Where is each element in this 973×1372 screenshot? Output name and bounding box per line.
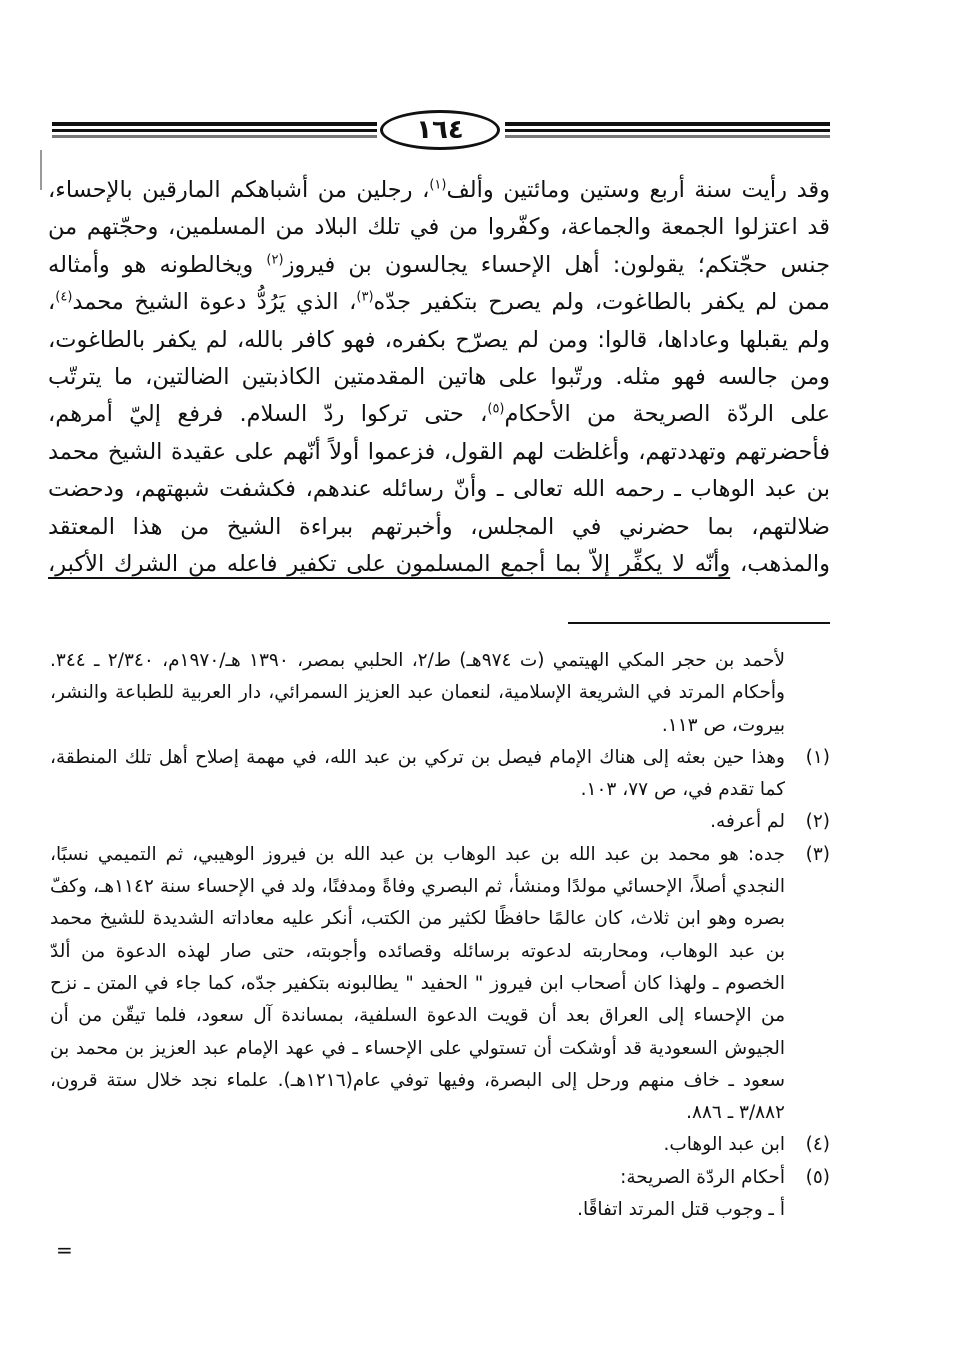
footnote-ref: (٣) — [356, 289, 374, 305]
header-rule-right — [505, 122, 830, 138]
footnote-text: وهذا حين بعثه إلى هناك الإمام فيصل بن تركي بن عبد الله، في مهمة إصلاح أهل تلك المنطقة، كما تقدم في، ص ٧٧، ١٠٣. — [50, 746, 785, 801]
main-paragraph — [48, 172, 830, 583]
text-segment: ، ولم يقبلها وعاداها، قالوا: ومن لم يصرّح بكفره، فهو كافر بالله، لم يكفر بالطاغوت، ومن جالسه فهو مثله. ورتّبوا على هاتين المقدمتين الكاذبتين الضالتين، ما يترتّب على الردّة الصريحة من الأحكام — [48, 289, 830, 428]
page-number: ١٦٤ — [380, 110, 500, 150]
underlined-text: وأنّه لا يكفِّر إلاّ بما أجمع المسلمون على تكفير فاعله من الشرك الأكبر، — [48, 551, 731, 578]
footnote-text: لأحمد بن حجر المكي الهيتمي (ت ٩٧٤هـ) ط/٢، الحلبي بمصر، ١٣٩٠ هـ/١٩٧٠م، ٢/٣٤٠ ـ ٣٤٤. وأحكام المرتد في الشريعة الإسلامية، لنعمان عبد العزيز السمرائي، دار العربية للطباعة والنشر، بيروت، ص ١١٣. — [50, 650, 786, 736]
footnote — [50, 839, 830, 1130]
footnote-ref: (٤) — [55, 289, 73, 305]
text-segment: ، رجلين من أشباهكم المارقين بالإحساء، قد اعتزلوا الجمعة والجماعة، وكفّروا من في تلك البلاد من المسلمين، وحجّتهم من جنس حجّتكم؛ يقولون: أهل الإحساء يجالسون بن فيروز — [48, 177, 831, 278]
text-segment: وقد رأيت سنة أربع وستين ومائتين وألف — [446, 177, 830, 203]
footnote-ref: (٢) — [266, 252, 284, 268]
footnote — [50, 1162, 830, 1194]
text-segment: ويخالطونه هو وأمثاله ممن لم يكفر بالطاغوت، ولم يصرح بتكفير جدّه — [48, 251, 830, 316]
header-rule-left — [52, 122, 377, 138]
footnote-number: (٢) — [805, 811, 830, 833]
footnote-ref: (١) — [429, 177, 447, 193]
footnote-text: أحكام الردّة الصريحة: — [620, 1166, 785, 1188]
page-header — [50, 100, 830, 170]
text-segment: ، حتى تركوا ردّ السلام. فرفع إليّ أمرهم، فأحضرتهم وتهددتهم، وأغلظت لهم القول، فزعموا أولاً أنّهم على عقيدة الشيخ محمد بن عبد الوهاب ـ رحمه الله تعالى ـ وأنّ رسائله عندهم، فكشفت شبهتهم، ودحضت ضلالتهم، بما حضرني في المجلس، وأخبرتهم ببراءة الشيخ من هذا المعتقد والمذهب، — [48, 401, 830, 578]
main-text — [48, 172, 830, 583]
margin-mark — [40, 150, 42, 190]
footnote-text: جده: هو محمد بن عبد الله بن عبد الوهاب بن عبد الله بن فيروز الوهيبي، ثم التميمي نسبًا، النجدي أصلاً، الإحسائي مولدًا ومنشأ، ثم البصري وفاةً ومدفنًا، ولد في الإحساء سنة ١١٤٢هـ، وكفّ بصره وهو ابن ثلاث، كان عالمًا حافظًا لكثير من الكتب، أنكر عليه معاداته الشديدة للشيخ محمد بن عبد الوهاب، ومحاربته لدعوته برسائله وقصائده وأجوبته، حتى صار لهذه الدعوة من ألدّ الخصوم ـ ولهذا كان أصحاب ابن فيروز " الحفيد " يطالبونه بتكفير جدّه، كما جاء في المتن ـ نزح من الإحساء إلى العراق بعد أن قويت الدعوة السلفية، بمساندة آل سعود، فلما تيقّن من أن الجيوش السعودية قد أوشكت أن تستولي على الإحساء ـ في عهد الإمام عبد العزيز بن محمد بن سعود ـ خاف منهم ورحل إلى البصرة، وفيها توفي عام(١٢١٦هـ). علماء نجد خلال ستة قرون، ٣/٨٨٢ ـ ٨٨٦. — [50, 843, 785, 1124]
footnote-number: (١) — [805, 746, 830, 768]
footnote-text: لم أعرفه. — [710, 811, 785, 833]
footnote — [50, 806, 830, 838]
footnotes — [50, 645, 830, 1226]
text-segment: ، الذي يَرُدُّ دعوة الشيخ محمد — [72, 289, 357, 316]
footnote-separator — [568, 622, 830, 624]
footnote-number: (٤) — [805, 1134, 830, 1156]
footnote-text: ابن عبد الوهاب. — [663, 1134, 785, 1156]
footnote-ref: (٥) — [487, 401, 505, 417]
footnote — [50, 742, 830, 807]
continuation-mark: = — [56, 1238, 73, 1262]
footnote — [50, 645, 830, 742]
footnote-number: (٥) — [805, 1166, 830, 1188]
footnote — [50, 1194, 830, 1226]
footnote — [50, 1129, 830, 1161]
footnote-text: أ ـ وجوب قتل المرتد اتفاقًا. — [577, 1199, 785, 1221]
footnote-number: (٣) — [805, 843, 830, 865]
